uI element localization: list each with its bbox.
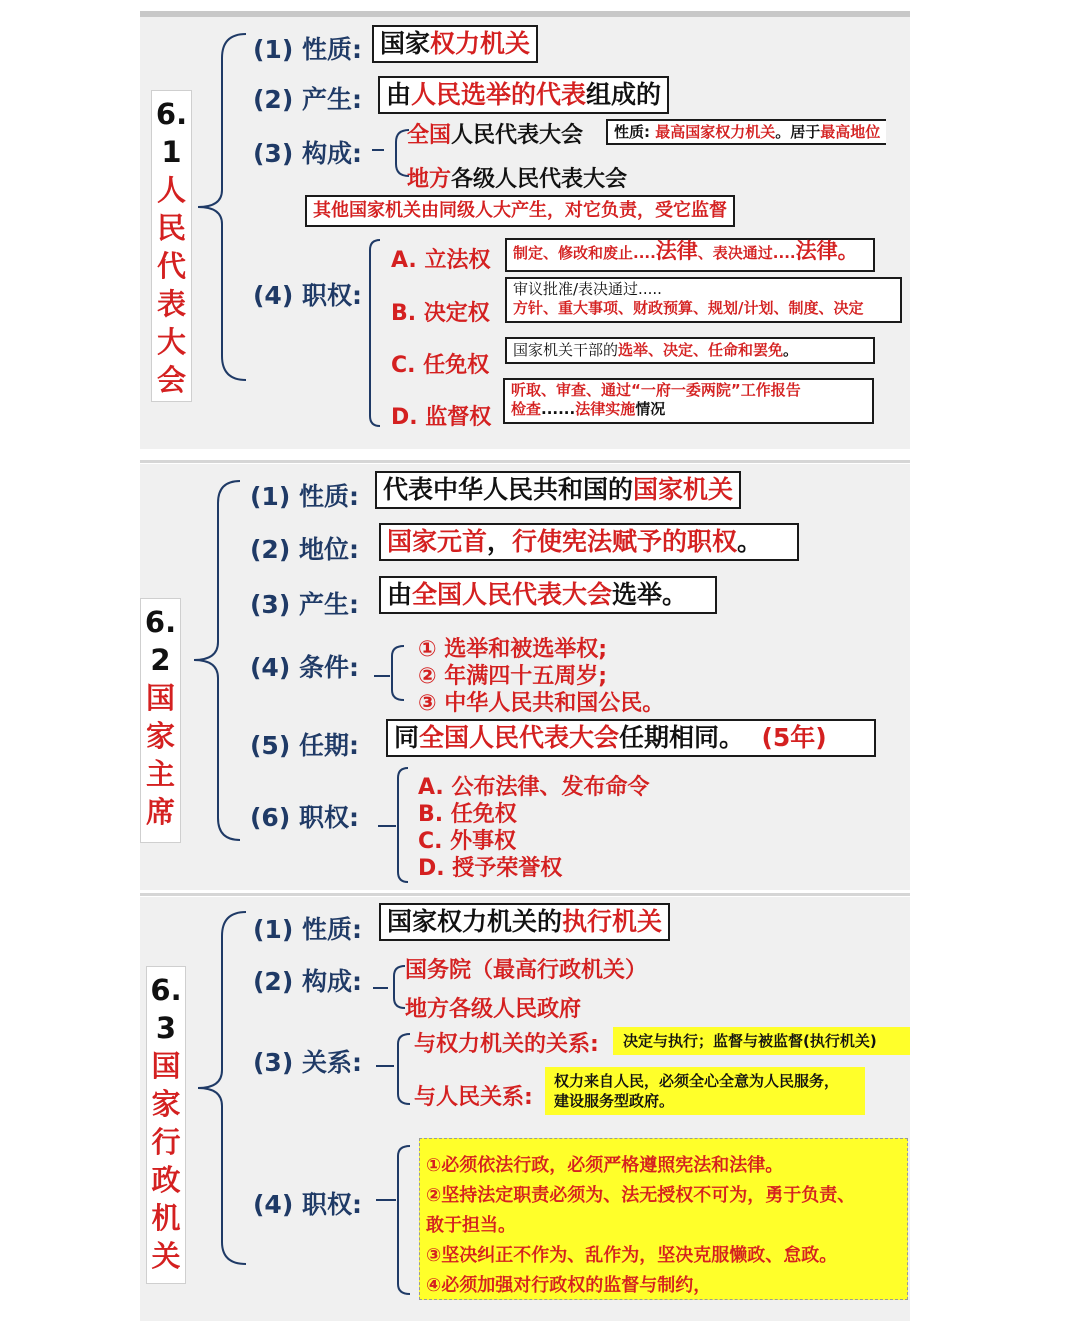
president-power-c: C. 外事权 [418, 829, 517, 854]
title-char: 2 [150, 643, 171, 677]
title-char: 行 [151, 1125, 181, 1159]
title-char: 家 [145, 719, 175, 753]
npc-power-appointment-box [505, 337, 875, 364]
npc-power-decision-box [505, 277, 902, 323]
title-char: 政 [151, 1163, 181, 1197]
power-item: ②坚持法定职责必须为、法无授权不可为，勇于负责、 [426, 1185, 856, 1206]
note-text: 。居于 [775, 123, 821, 141]
box-text: 全国人民代表大会 [419, 723, 620, 752]
title-char: 6. [150, 973, 182, 1007]
box-text: (5年) [744, 723, 827, 752]
note-text: 决定与执行；监督与被监督(执行机关) [623, 1032, 877, 1050]
desc-text: 法律 [655, 239, 698, 263]
admin-powers-box [419, 1138, 908, 1300]
president-condition-2: ② 年满四十五周岁; [418, 664, 608, 689]
npc-powers-label: (4) 职权: [253, 281, 362, 310]
title-char: 民 [156, 211, 186, 245]
desc-text: 制定、修改和废止.... [513, 244, 656, 262]
power-item: 敢于担当。 [426, 1215, 516, 1236]
npc-power-legislative: A. 立法权 [391, 248, 491, 273]
power-item: ④必须加强对行政权的监督与制约， [426, 1275, 712, 1296]
president-election-box [379, 576, 717, 614]
box-text: 国家机关 [633, 475, 734, 504]
title-char: 国 [145, 681, 175, 715]
desc-text: 检查 [511, 400, 542, 418]
box-text: 行使宪法赋予的职权 [512, 527, 738, 556]
desc-text: 、表决通过.... [697, 244, 796, 262]
title-char: 主 [145, 757, 175, 791]
npc-origin-label: (2) 产生: [253, 85, 362, 114]
section-title-president [140, 598, 181, 843]
title-char: 3 [155, 1011, 177, 1045]
note-text: 最高国家权力机关 [655, 123, 776, 141]
power-item: ③坚决纠正不作为、乱作为，坚决克服懒政、怠政。 [426, 1245, 838, 1266]
president-status-box [379, 523, 799, 561]
npc-power-legislative-box [505, 238, 875, 272]
president-status-label: (2) 地位: [250, 535, 359, 564]
desc-text: 。 [783, 341, 799, 359]
president-condition-1: ① 选举和被选举权; [418, 637, 608, 662]
box-text: 代表中华人民共和国的 [383, 475, 634, 504]
box-text: 权力机关 [430, 29, 531, 58]
npc-power-decision: B. 决定权 [391, 301, 490, 326]
box-text: 国家 [380, 29, 431, 58]
npc-other-organs-box: 其他国家机关由同级人大产生，对它负责，受它监督 [305, 195, 735, 227]
president-term-label: (5) 任期: [250, 731, 359, 760]
title-char: 1 [161, 135, 182, 169]
desc-text: 审议批准/表决通过..... [513, 280, 662, 298]
title-char: 6. [144, 605, 177, 639]
desc-text: 选举、决定、任命和罢免 [618, 341, 784, 359]
power-item: ①必须依法行政，必须严格遵照宪法和法律。 [426, 1155, 784, 1176]
title-char: 6. [155, 97, 188, 131]
desc-text: 情况 [635, 400, 666, 418]
admin-relation-people-note [545, 1067, 865, 1115]
admin-nature-box [379, 903, 670, 941]
box-text: 。 [737, 527, 763, 556]
box-text: 国家元首 [387, 527, 488, 556]
president-nature-box [375, 471, 741, 509]
box-text: 选举。 [612, 580, 688, 609]
sub-text: 全国 [407, 123, 452, 148]
npc-nature-note-box [606, 119, 886, 145]
admin-relation-power-note [613, 1027, 910, 1055]
president-election-label: (3) 产生: [250, 590, 359, 619]
title-char: 机 [151, 1201, 181, 1235]
desc-text: ...... [541, 400, 576, 418]
president-powers-label: (6) 职权: [250, 803, 359, 832]
box-text: 执行机关 [562, 907, 663, 936]
title-char: 会 [156, 363, 186, 397]
admin-composition-label: (2) 构成: [253, 967, 362, 996]
title-char: 表 [156, 287, 186, 321]
sub-text: 地方 [407, 167, 452, 192]
desc-text: 。 [837, 239, 859, 263]
title-char: 家 [151, 1087, 181, 1121]
box-text: 国家权力机关的 [387, 907, 563, 936]
box-text: 同 [394, 723, 420, 752]
president-power-a: A. 公布法律、发布命令 [418, 775, 650, 800]
sub-text: 各级人民代表大会 [451, 167, 628, 192]
desc-text: 法律实施 [575, 400, 636, 418]
box-text: 任期相同。 [619, 723, 745, 752]
note-text: 权力来自人民，必须全心全意为人民服务， [554, 1072, 840, 1090]
admin-composition-local: 地方各级人民政府 [405, 997, 582, 1022]
desc-text: 国家机关干部的 [513, 341, 619, 359]
note-text: 性质: [614, 123, 650, 141]
npc-power-appointment: C. 任免权 [391, 353, 490, 378]
title-char: 人 [156, 173, 186, 207]
president-nature-label: (1) 性质: [250, 482, 359, 511]
desc-text: 听取、审查、通过“一府一委两院”工作报告 [511, 381, 801, 399]
admin-powers-label: (4) 职权: [253, 1190, 362, 1219]
section-title-npc [151, 90, 192, 402]
title-char: 关 [151, 1239, 181, 1273]
npc-origin-box [378, 76, 669, 114]
box-text: 人民选举的代表 [411, 80, 587, 109]
box-text: ， [487, 527, 513, 556]
admin-relation-power-organ: 与权力机关的关系: [414, 1032, 599, 1057]
admin-nature-label: (1) 性质: [253, 915, 362, 944]
title-char: 大 [156, 325, 186, 359]
desc-text: 法律 [795, 239, 838, 263]
title-char: 国 [151, 1049, 181, 1083]
title-char: 代 [156, 249, 186, 283]
note-text: 建设服务型政府。 [554, 1092, 675, 1110]
section-title-admin [146, 966, 186, 1284]
president-power-b: B. 任免权 [418, 802, 517, 827]
npc-power-supervision-box [503, 378, 874, 424]
admin-relations-label: (3) 关系: [253, 1048, 362, 1077]
npc-nature-label: (1) 性质: [253, 35, 362, 64]
president-power-d: D. 授予荣誉权 [418, 856, 563, 881]
npc-power-supervision: D. 监督权 [391, 405, 492, 430]
admin-composition-state-council: 国务院（最高行政机关） [405, 958, 648, 983]
box-text: 组成的 [586, 80, 662, 109]
admin-relation-people: 与人民关系: [414, 1085, 533, 1110]
box-text: 全国人民代表大会 [412, 580, 613, 609]
box-text: 由 [386, 80, 412, 109]
president-conditions-label: (4) 条件: [250, 653, 359, 682]
note-text: 最高地位 [820, 123, 881, 141]
npc-composition-local [407, 162, 627, 193]
npc-composition-label: (3) 构成: [253, 139, 362, 168]
sub-text: 人民代表大会 [451, 123, 584, 148]
box-text: 由 [387, 580, 413, 609]
president-term-box [386, 719, 876, 757]
npc-composition-national [407, 118, 583, 149]
title-char: 席 [145, 795, 175, 829]
president-condition-3: ③ 中华人民共和国公民。 [418, 691, 665, 716]
npc-nature-box [372, 25, 538, 63]
desc-text: 方针、重大事项、财政预算、规划/计划、制度、决定 [513, 299, 864, 317]
